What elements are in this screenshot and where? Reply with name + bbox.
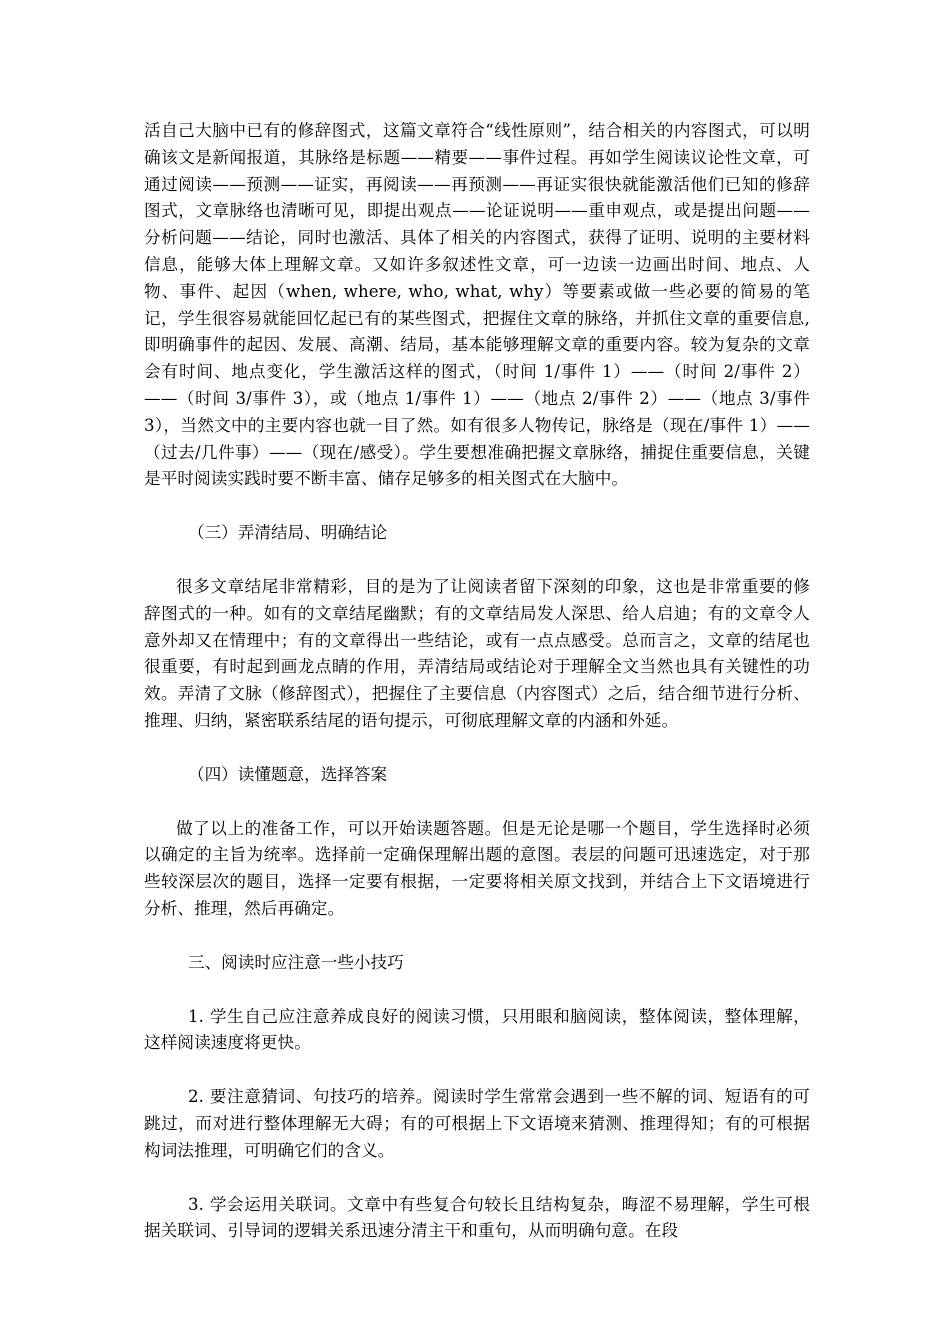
heading-answer: （四）读懂题意，选择答案 (188, 764, 388, 784)
document-page (144, 118, 810, 1245)
spacer (144, 1057, 810, 1084)
tip-item-1: 1. 学生自己应注意养成良好的阅读习惯，只用眼和脑阅读，整体阅读，整体理解，这样阅读速度将更快。 (144, 1006, 810, 1053)
spacer (144, 493, 810, 520)
spacer (144, 547, 810, 574)
paragraph-answering: 做了以上的准备工作，可以开始读题答题。但是无论是哪一个题目，学生选择时必须以确定的主旨为统率。选择前一定确保理解出题的意图。表层的问题可迅速选定，对于那些较深层次的题目，选择一定要有根据，一定要将相关原文找到，并结合上下文语境进行分析、推理，然后再确定。 (144, 818, 810, 918)
heading-section-three: 三、阅读时应注意一些小技巧 (188, 952, 404, 972)
spacer (144, 735, 810, 762)
paragraph-ending: 很多文章结尾非常精彩，目的是为了让阅读者留下深刻的印象，这也是非常重要的修辞图式的一种。如有的文章结尾幽默；有的文章结局发人深思、给人启迪；有的文章令人意外却又在情理中；有的文章得出一些结论，或有一点点感受。总而言之，文章的结尾也很重要，有时起到画龙点睛的作用，弄清结局或结论对于理解全文当然也具有关键性的功效。弄清了文脉（修辞图式），把握住了主要信息（内容图式）之后，结合细节进行分析、推理、归纳，紧密联系结尾的语句提示，可彻底理解文章的内涵和外延。 (144, 576, 810, 730)
paragraph-schema-activation: 活自己大脑中已有的修辞图式，这篇文章符合“线性原则”，结合相关的内容图式，可以明确该文是新闻报道，其脉络是标题——精要——事件过程。再如学生阅读议论性文章，可通过阅读——预测——证实，再阅读——再预测——再证实很快就能激活他们已知的修辞图式，文章脉络也清晰可见，即提出观点——论证说明——重申观点，或是提出问题——分析问题——结论，同时也激活、具体了相关的内容图式，获得了证明、说明的主要材料信息，能够大体上理解文章。又如许多叙述性文章，可一边读一边画出时间、地点、人物、事件、起因（when, where, who, what, why）等要素或做一些必要的简易的笔记，学生很容易就能回忆起已有的某些图式，把握住文章的脉络，并抓住文章的重要信息,即明确事件的起因、发展、高潮、结局，基本能够理解文章的重要内容。较为复杂的文章会有时间、地点变化，学生激活这样的图式，（时间 1/事件 1）——（时间 2/事件 2）——（时间 3/事件 3），或（地点 1/事件 1）——（地点 2/事件 2）——（地点 3/事件 3），当然文中的主要内容也就一目了然。如有很多人物传记，脉络是（现在/事件 1）——（过去/几件事）——（现在/感受）。学生要想准确把握文章脉络，捕捉住重要信息，关键是平时阅读实践时要不断丰富、储存足够多的相关图式在大脑中。 (144, 121, 810, 489)
tip-item-3: 3. 学会运用关联词。文章中有些复合句较长且结构复杂，晦涩不易理解，学生可根据关联词、引导词的逻辑关系迅速分清主干和重句，从而明确句意。在段 (144, 1194, 810, 1241)
spacer (144, 789, 810, 816)
spacer (144, 923, 810, 950)
heading-conclusion: （三）弄清结局、明确结论 (188, 523, 388, 543)
tip-item-2: 2. 要注意猜词、句技巧的培养。阅读时学生常常会遇到一些不解的词、短语有的可跳过，而对进行整体理解无大碍；有的可根据上下文语境来猜测、推理得知；有的可根据构词法推理，可明确它们的含义。 (144, 1087, 810, 1160)
spacer (144, 1165, 810, 1192)
spacer (144, 977, 810, 1004)
